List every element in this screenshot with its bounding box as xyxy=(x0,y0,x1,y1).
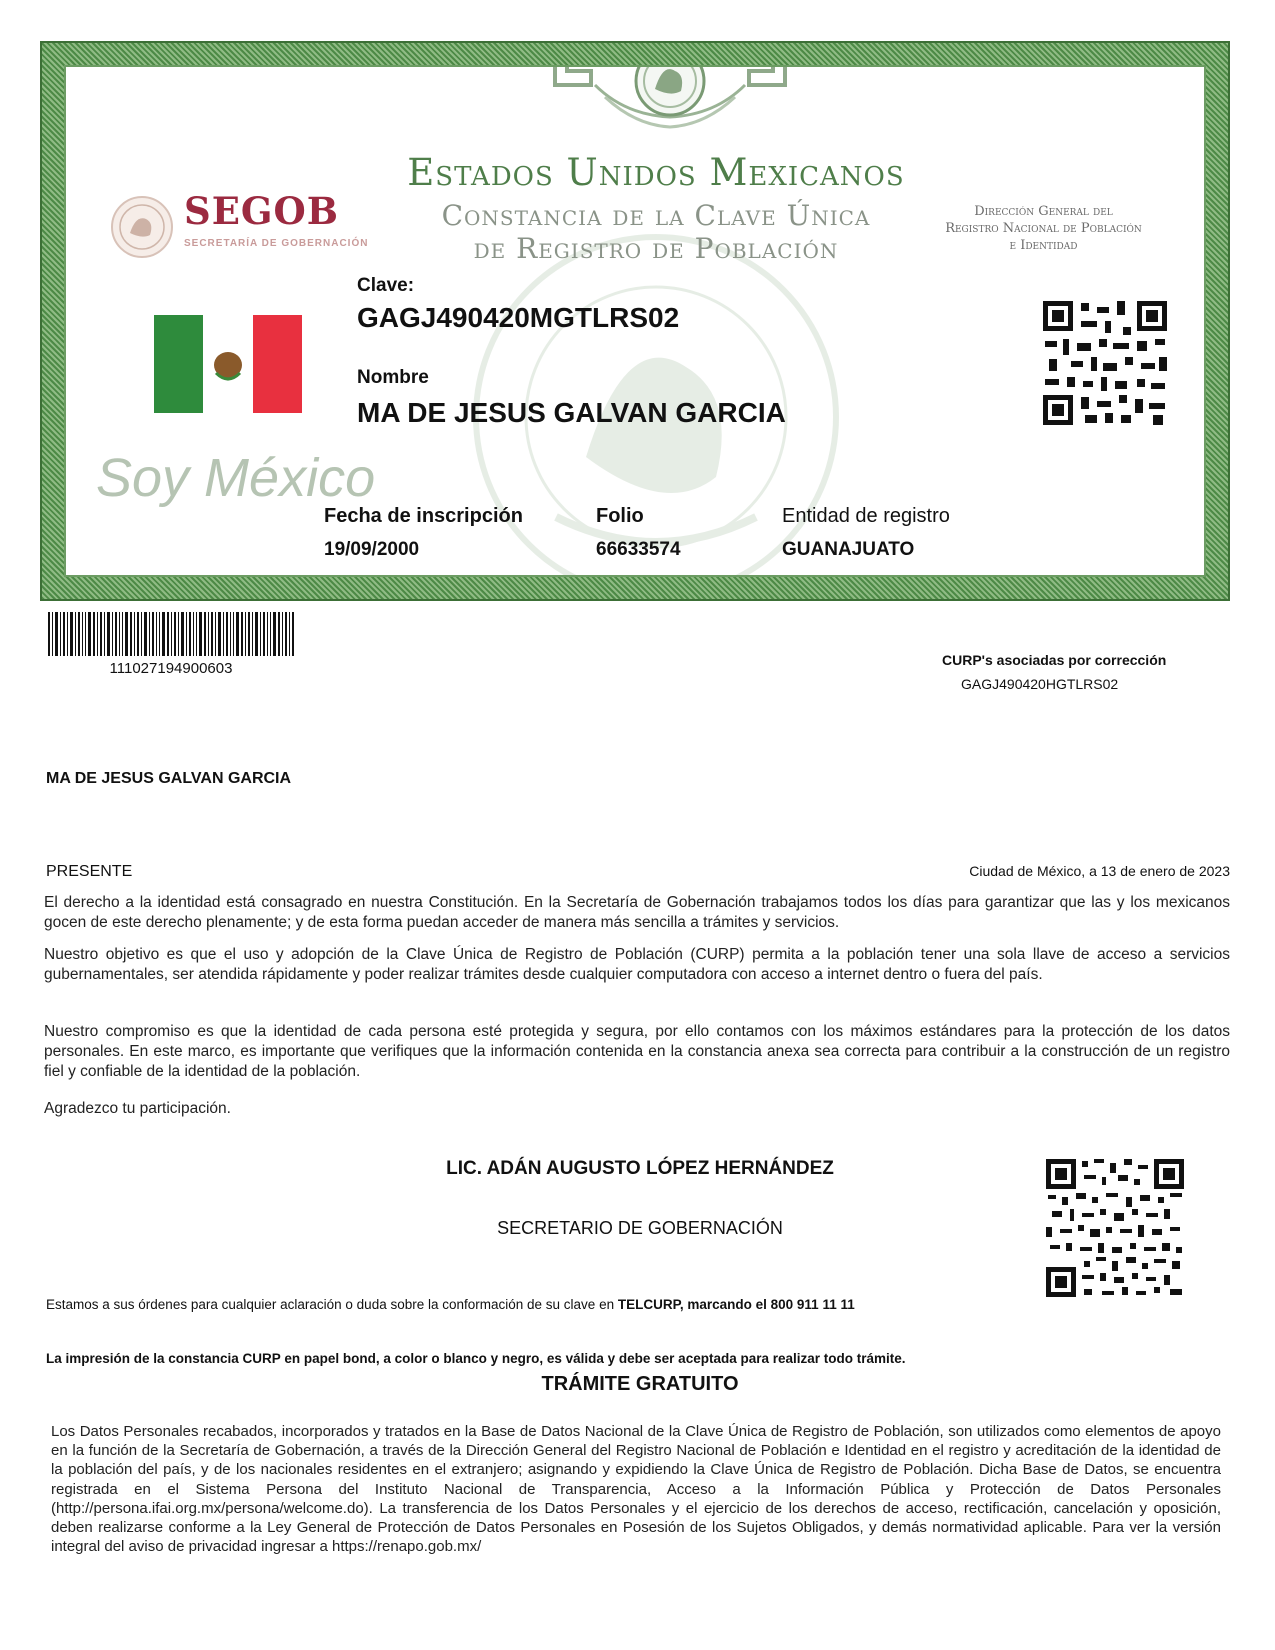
letter-closing: Agradezco tu participación. xyxy=(44,1100,231,1117)
validity-notice: La impresión de la constancia CURP en papel bond, a color o blanco y negro, es válida y debe ser aceptada para realizar todo trámite. xyxy=(46,1351,906,1366)
entidad-registro-value: GUANAJUATO xyxy=(782,539,915,560)
certificate-panel xyxy=(64,65,1206,577)
segob-seal-icon xyxy=(110,195,174,259)
nombre-value: MA DE JESUS GALVAN GARCIA xyxy=(357,397,786,428)
curp-certificate xyxy=(40,41,1230,601)
barcode-icon xyxy=(48,612,294,656)
fecha-inscripcion-value: 19/09/2000 xyxy=(324,539,420,560)
document-country-title: Estados Unidos Mexicanos xyxy=(407,151,905,194)
segob-subtitle: SECRETARÍA DE GOBERNACIÓN xyxy=(184,238,369,249)
presente-label: PRESENTE xyxy=(46,863,133,880)
entidad-registro-label: Entidad de registro xyxy=(782,505,950,527)
document-title-line1: Constancia de la Clave Única xyxy=(441,199,871,232)
folio-value: 66633574 xyxy=(596,539,681,560)
telcurp-phone: TELCURP, marcando el 800 911 11 11 xyxy=(617,1297,855,1312)
letter-paragraph-1: El derecho a la identidad está consagrado en nuestra Constitución. En la Secretaría de Gobernación trabajamos todos los días para garantizar que las y los mexicanos gocen de este derecho plenamente; y de esta forma puedan acceder de manera más sencilla a trámites y servicios. xyxy=(44,894,1230,931)
dg-line: Registro Nacional de Población xyxy=(945,221,1142,236)
addressee-name: MA DE JESUS GALVAN GARCIA xyxy=(46,770,292,787)
letter-paragraph-2: Nuestro objetivo es que el uso y adopción de la Clave Única de Registro de Población (CURP) permita a la población tener una sola llave de acceso a servicios gubernamentales, ser atendida rápidamente y poder realizar trámites desde cualquier computadora con acceso a internet dentro o fuera del país. xyxy=(44,946,1230,983)
segob-logo-text: SEGOB xyxy=(184,189,340,233)
free-procedure-title: TRÁMITE GRATUITO xyxy=(541,1373,739,1395)
folio-label: Folio xyxy=(596,505,644,527)
soy-mexico-slogan: Soy México xyxy=(96,448,376,508)
barcode-number: 111027194900603 xyxy=(109,660,233,677)
contact-line xyxy=(46,1297,855,1312)
dg-line: e Identidad xyxy=(1009,238,1078,253)
dg-line: Dirección General del xyxy=(974,204,1113,219)
privacy-notice: Los Datos Personales recabados, incorporados y tratados en la Base de Datos Nacional de la Clave Única de Registro de Población, son utilizados como elementos de apoyo en la función de la Secretaría de Gobernación, a través de la Dirección General del Registro Nacional de Población e Identidad en el registro y acreditación de la identidad de la población del país, y de los nacionales residentes en el extranjero; asignando y expidiendo la Clave Única de Registro de Población. Dicha Base de Datos, se encuentra registrada en el Sistema Persona del Instituto Nacional de Transparencia, Acceso a la Información Pública y Protección de Datos Personales (http://persona.ifai.org.mx/persona/welcome.do). La transferencia de los Datos Personales y el ejercicio de los derechos de acceso, rectificación, cancelación y oposición, deben realizarse conforme a la Ley General de Protección de Datos Personales en Posesión de los Sujetos Obligados, y demás normatividad aplicable. Para ver la versión integral del aviso de privacidad ingresar a https://renapo.gob.mx/ xyxy=(51,1423,1221,1556)
qr-code-icon xyxy=(1041,299,1169,427)
document-title-line2: de Registro de Población xyxy=(473,232,839,265)
letter-paragraph-3: Nuestro compromiso es que la identidad de cada persona esté protegida y segura, por ello contamos con los máximos estándares para la protección de los datos personales. En este marco, es importante que verifiques que la información contenida en la constancia anexa sea correcta para contribuir a la construcción de un registro fiel y confiable de la identidad de la población. xyxy=(44,1023,1230,1080)
clave-value: GAGJ490420MGTLRS02 xyxy=(357,302,680,333)
clave-label: Clave: xyxy=(357,275,415,296)
signer-name: LIC. ADÁN AUGUSTO LÓPEZ HERNÁNDEZ xyxy=(446,1158,834,1179)
direccion-general-label xyxy=(921,203,1166,254)
signer-title: SECRETARIO DE GOBERNACIÓN xyxy=(497,1218,783,1238)
nombre-label: Nombre xyxy=(357,367,429,388)
associated-curp-title: CURP's asociadas por corrección xyxy=(942,652,1167,668)
fecha-inscripcion-label: Fecha de inscripción xyxy=(324,505,523,527)
qr-code-icon xyxy=(1044,1157,1186,1299)
issue-date: Ciudad de México, a 13 de enero de 2023 xyxy=(969,863,1230,879)
national-crest-icon xyxy=(545,65,795,133)
contact-text: Estamos a sus órdenes para cualquier aclaración o duda sobre la conformación de su clave en xyxy=(46,1297,618,1312)
mexican-flag-icon xyxy=(154,315,302,413)
associated-curp-value: GAGJ490420HGTLRS02 xyxy=(961,676,1119,692)
